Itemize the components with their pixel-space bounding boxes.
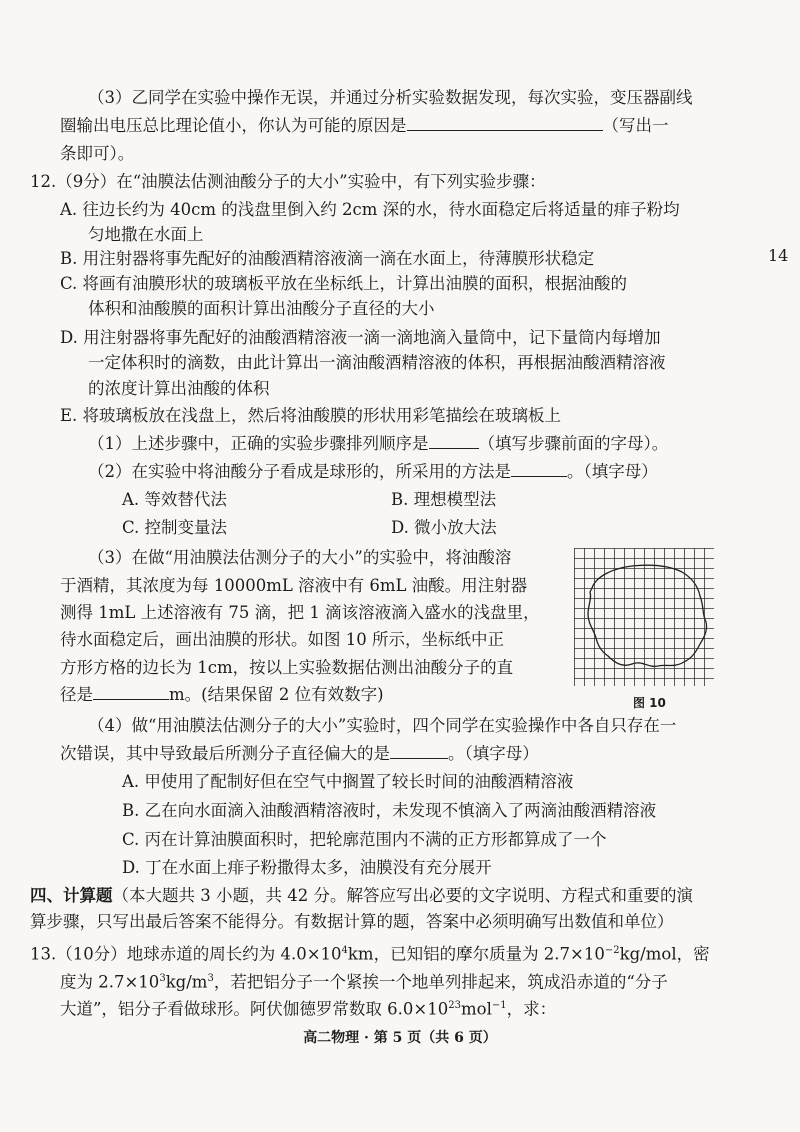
q12-part1-tail: （填写步骤前面的字母）。 xyxy=(478,434,669,453)
q12-part4-line2 xyxy=(60,743,539,765)
grid-lines xyxy=(574,548,714,686)
q13-text: km，已知铝的摩尔质量为 2.7×10 xyxy=(347,944,605,964)
q12-part2-option-d: D. 微小放大法 xyxy=(391,518,497,537)
section4-desc: （本大题共 3 小题，共 42 分。解答应写出必要的文字说明、方程式和重要的演 xyxy=(112,886,693,905)
q12-part2-text: （2）在实验中将油酸分子看成是球形的，所采用的方法是 xyxy=(88,462,511,481)
q13-exponent: 3 xyxy=(159,973,166,984)
q12-part3-line2: 于酒精，其浓度为每 10000mL 溶液中有 6mL 油酸。用注射器 xyxy=(60,576,528,595)
q12-part4-line1: （4）做“用油膜法估测分子的大小”实验时，四个同学在实验操作中各自只存在一 xyxy=(88,716,677,735)
side-page-number: 14 xyxy=(768,246,789,265)
q12-part3-line4: 待水面稳定后，画出油膜的形状。如图 10 所示，坐标纸中正 xyxy=(60,630,504,649)
q12-step-a-line1: A. 往边长约为 40cm 的浅盘里倒入约 2cm 深的水，待水面稳定后将适量的痱子粉均 xyxy=(60,200,680,219)
figure-caption: 图 10 xyxy=(633,696,666,710)
q11-part3-line3: 条即可）。 xyxy=(60,144,135,163)
q12-part3-text: 径是 xyxy=(60,685,93,704)
q12-part4-tail: 。（填字母） xyxy=(448,744,539,763)
q13-text: kg/mol，密 xyxy=(619,944,710,964)
q12-part4-option-c: C. 丙在计算油膜面积时，把轮廓范围内不满的正方形都算成了一个 xyxy=(122,830,607,849)
q13-text: ，若把铝分子一个紧挨一个地单列排起来，筑成沿赤道的“分子 xyxy=(213,972,668,992)
q13-text: ，求： xyxy=(506,999,557,1019)
q11-part3-text: 圈输出电压总比理论值小，你认为可能的原因是 xyxy=(60,116,407,135)
figure-10-grid xyxy=(574,548,714,686)
q11-part3-tail: （写出一 xyxy=(602,116,669,135)
q12-part1-text: （1）上述步骤中，正确的实验步骤排列顺序是 xyxy=(88,434,429,453)
section4-line1 xyxy=(30,885,693,907)
q12-step-e: E. 将玻璃板放在浅盘上，然后将油酸膜的形状用彩笔描绘在玻璃板上 xyxy=(60,406,562,425)
q12-part4-option-a: A. 甲使用了配制好但在空气中搁置了较长时间的油酸酒精溶液 xyxy=(122,772,574,791)
q13-text: 13.（10分）地球赤道的周长约为 4.0×10 xyxy=(30,944,342,964)
q12-part2-tail: 。（填字母） xyxy=(567,462,658,481)
q13-exponent: 3 xyxy=(207,973,214,984)
q13-text: mol xyxy=(460,999,492,1019)
q12-part4-option-b: B. 乙在向水面滴入油酸酒精溶液时，未发现不慎滴入了两滴油酸酒精溶液 xyxy=(122,801,657,820)
q12-part2-option-b: B. 理想模型法 xyxy=(391,490,497,509)
q12-step-a-line2: 匀地撒在水面上 xyxy=(88,225,204,244)
q12-step-b: B. 用注射器将事先配好的油酸酒精溶液滴一滴在水面上，待薄膜形状稳定 xyxy=(60,249,595,268)
section4-line2: 算步骤，只写出最后答案不能得分。有数据计算的题，答案中必须明确写出数值和单位） xyxy=(30,912,674,931)
q12-step-c-line1: C. 将画有油膜形状的玻璃板平放在坐标纸上，计算出油膜的面积，根据油酸的 xyxy=(60,274,628,293)
q12-part3-line1: （3）在做“用油膜法估测分子的大小”的实验中，将油酸溶 xyxy=(88,548,512,567)
oil-film-outline xyxy=(588,565,707,666)
answer-blank[interactable] xyxy=(93,684,169,700)
q13-text: kg/m xyxy=(165,972,208,992)
q13-exponent: −2 xyxy=(604,945,620,956)
q13-text: 大道”，铝分子看做球形。阿伏伽德罗常数取 6.0×10 xyxy=(60,999,449,1019)
q13-line2 xyxy=(60,968,668,994)
q12-step-c-line2: 体积和油酸膜的面积计算出油酸分子直径的大小 xyxy=(88,299,435,318)
page-footer: 高二物理 · 第 5 页（共 6 页） xyxy=(303,1030,497,1046)
q12-part1 xyxy=(88,433,668,455)
q12-part2-option-a: A. 等效替代法 xyxy=(122,490,227,509)
q13-text: 度为 2.7×10 xyxy=(60,972,160,992)
answer-blank[interactable] xyxy=(407,115,603,131)
q12-part2-option-c: C. 控制变量法 xyxy=(122,518,228,537)
q12-part3-line6 xyxy=(60,684,384,706)
q12-header: 12.（9分）在“油膜法估测油酸分子的大小”实验中，有下列实验步骤： xyxy=(30,172,546,191)
q12-step-d-line1: D. 用注射器将事先配好的油酸酒精溶液一滴一滴地滴入量筒中，记下量筒内每增加 xyxy=(60,328,661,347)
q11-part3-line1: （3）乙同学在实验中操作无误，并通过分析实验数据发现，每次实验，变压器副线 xyxy=(88,88,693,107)
q13-exponent: 4 xyxy=(341,945,348,956)
q12-part3-line3: 测得 1mL 上述溶液有 75 滴，把 1 滴该溶液滴入盛水的浅盘里， xyxy=(60,603,540,622)
answer-blank[interactable] xyxy=(429,433,479,449)
q13-line3 xyxy=(60,995,556,1021)
q12-part3-line5: 方形方格的边长为 1cm，按以上实验数据估测出油酸分子的直 xyxy=(60,658,514,677)
q12-step-d-line2: 一定体积时的滴数，由此计算出一滴油酸酒精溶液的体积，再根据油酸酒精溶液 xyxy=(88,353,666,372)
q11-part3-line2 xyxy=(60,115,669,137)
q12-part2 xyxy=(88,461,658,483)
q12-part3-tail: m。(结果保留 2 位有效数字) xyxy=(169,685,384,704)
q13-exponent: 23 xyxy=(448,1000,461,1011)
q12-part4-text: 次错误，其中导致最后所测分子直径偏大的是 xyxy=(60,744,390,763)
q13-line1 xyxy=(30,940,710,966)
answer-blank[interactable] xyxy=(390,743,448,759)
q12-part4-option-d: D. 丁在水面上痱子粉撒得太多，油膜没有充分展开 xyxy=(122,858,492,877)
answer-blank[interactable] xyxy=(511,461,567,477)
q13-exponent: −1 xyxy=(491,1000,507,1011)
section4-title: 四、计算题 xyxy=(30,886,113,905)
q12-step-d-line3: 的浓度计算出油酸的体积 xyxy=(88,379,270,398)
